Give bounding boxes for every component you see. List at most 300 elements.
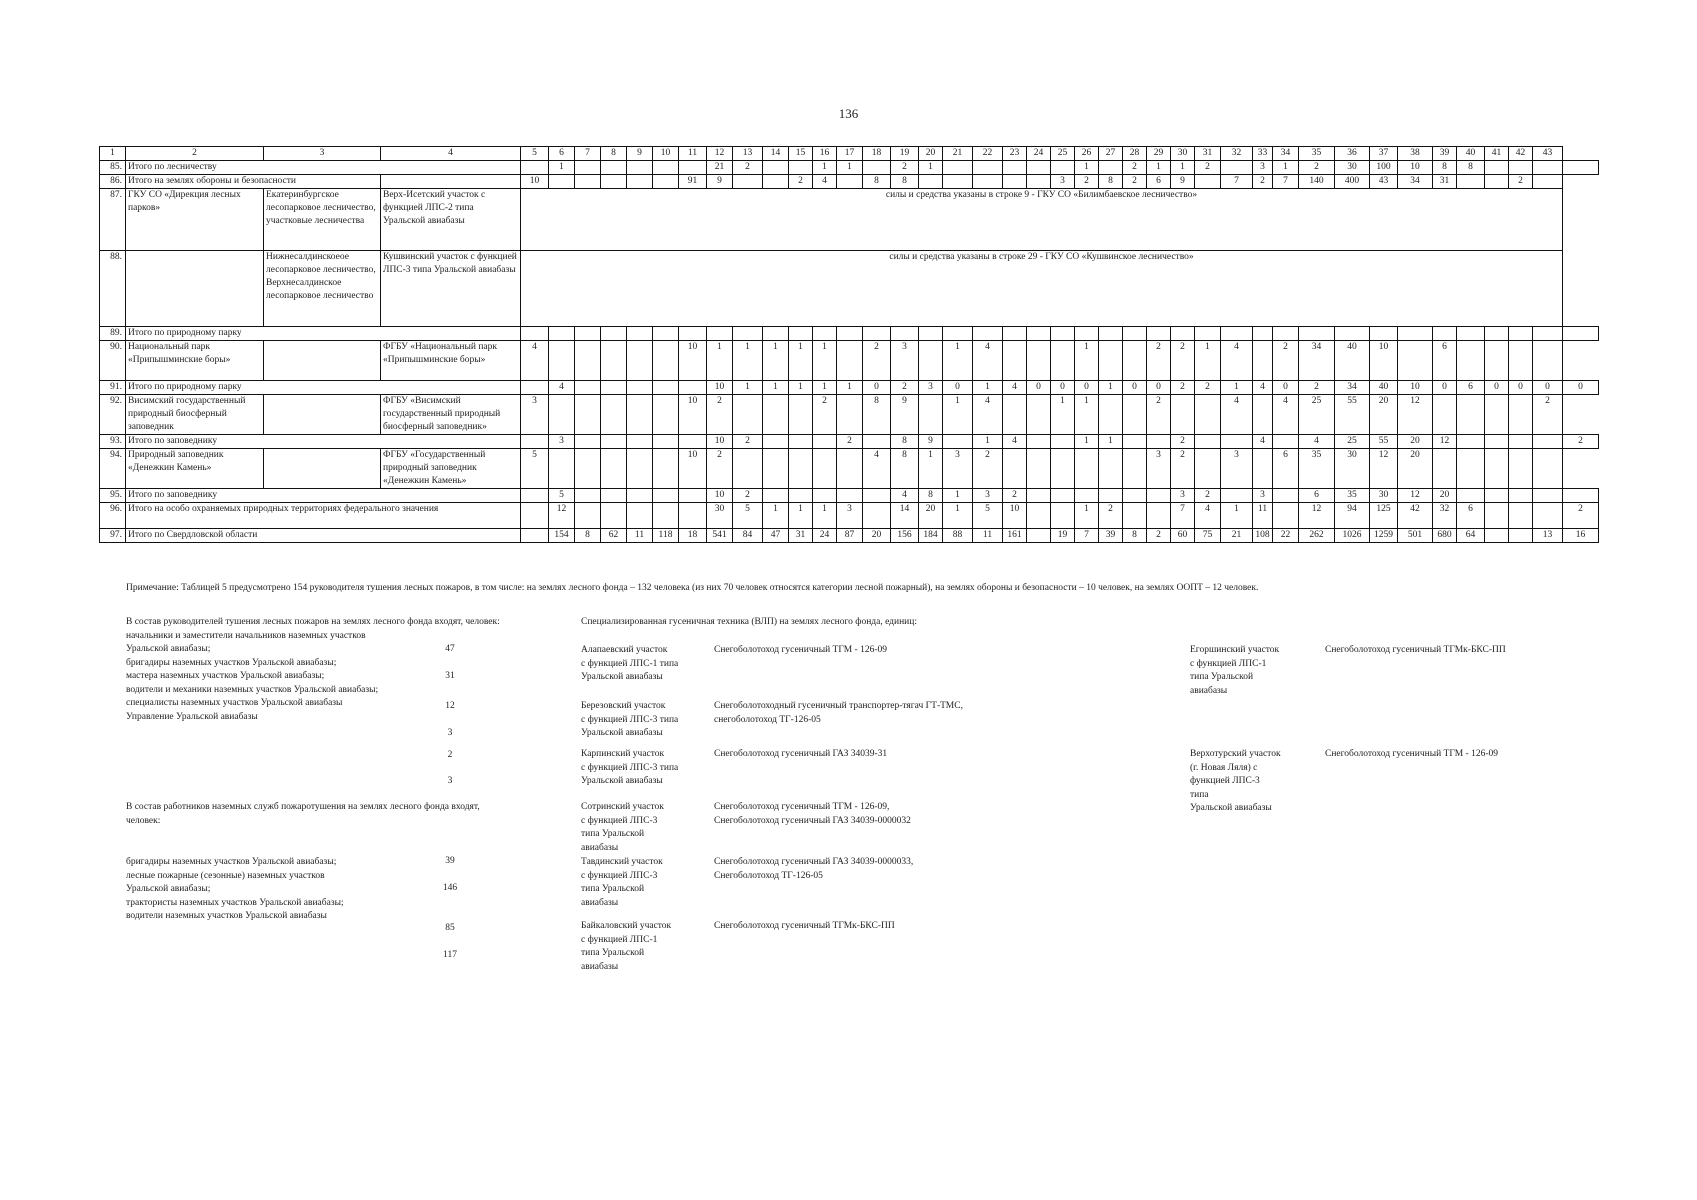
leaders-text: начальники и заместители начальников наземных участков Уральской авиабазы; бригадиры наземных участков Уральской авиабазы; мастера наземных участков Уральской авиабазы; водители и механики наземных участков Уральской авиабазы; специалисты наземных участков Уральской авиабазы Управление Уральской авиабазы xyxy=(126,630,379,722)
column-header: 23 xyxy=(1003,147,1027,161)
value-cell: 2 xyxy=(1099,503,1123,529)
value-cell: 91 xyxy=(679,175,707,189)
value-cell: 2 xyxy=(1509,175,1533,189)
value-cell: 541 xyxy=(707,529,733,543)
leaders-count-2: 31 xyxy=(445,671,455,681)
value-cell: 11 xyxy=(973,529,1003,543)
value-cell: 35 xyxy=(1335,489,1370,503)
leaders-count-5: 2 xyxy=(447,750,453,760)
value-cell xyxy=(1123,341,1147,381)
value-cell: 4 xyxy=(549,381,575,395)
value-cell: 2 xyxy=(1195,161,1221,175)
value-cell xyxy=(1273,489,1299,503)
row-subdivision xyxy=(264,341,381,381)
value-cell: 6 xyxy=(1147,175,1171,189)
value-cell: 88 xyxy=(943,529,973,543)
column-header: 38 xyxy=(1398,147,1433,161)
value-cell: 4 xyxy=(973,341,1003,381)
value-cell: 140 xyxy=(1299,175,1335,189)
value-cell xyxy=(1433,395,1457,435)
value-cell: 8 xyxy=(1123,529,1147,543)
value-cell: 60 xyxy=(1171,529,1195,543)
value-cell xyxy=(627,503,653,529)
value-cell xyxy=(789,395,813,435)
tech-unit-5: Тавдинский участок с функцией ЛПС-3 типа Уральской авиабазы xyxy=(581,857,663,908)
value-cell xyxy=(1533,327,1563,341)
value-cell xyxy=(1457,341,1485,381)
value-cell xyxy=(1273,503,1299,529)
value-cell xyxy=(1147,489,1171,503)
value-cell: 10 xyxy=(707,381,733,395)
value-cell: 1 xyxy=(763,503,789,529)
value-cell xyxy=(1051,341,1075,381)
row-subdivision xyxy=(264,449,381,489)
row-subdivision: Екатеринбургское лесопарковое лесничество, участковые лесничества xyxy=(264,189,381,251)
value-cell xyxy=(1099,161,1123,175)
value-cell: 6 xyxy=(1433,341,1457,381)
value-cell: 4 xyxy=(1221,395,1253,435)
value-cell xyxy=(813,489,837,503)
value-cell: 64 xyxy=(1457,529,1485,543)
value-cell: 40 xyxy=(1370,381,1398,395)
value-cell xyxy=(1195,327,1221,341)
value-cell xyxy=(1027,395,1051,435)
tech-equipment-7: Снегоболотоход гусеничный ТГМк-БКС-ПП xyxy=(1325,645,1506,655)
value-cell: 0 xyxy=(943,381,973,395)
value-cell xyxy=(1195,175,1221,189)
value-cell: 7 xyxy=(1221,175,1253,189)
value-cell xyxy=(1485,449,1509,489)
value-cell: 1 xyxy=(943,395,973,435)
workers-count-1: 39 xyxy=(445,856,455,866)
value-cell: 31 xyxy=(789,529,813,543)
value-cell: 8 xyxy=(1457,161,1485,175)
column-header: 20 xyxy=(919,147,943,161)
value-cell: 20 xyxy=(1433,489,1457,503)
value-cell: 100 xyxy=(1370,161,1398,175)
value-cell xyxy=(1003,175,1027,189)
value-cell xyxy=(549,395,575,435)
value-cell xyxy=(1027,529,1051,543)
column-header: 33 xyxy=(1253,147,1273,161)
value-cell: 2 xyxy=(1273,341,1299,381)
tech-equipment-4: Снегоболотоход гусеничный ТГМ - 126-09, Снегоболотоход гусеничный ГАЗ 34039-0000032 xyxy=(714,802,911,826)
value-cell: 3 xyxy=(1221,449,1253,489)
table-row xyxy=(100,435,1599,449)
value-cell xyxy=(1051,435,1075,449)
row-name: Итого по природному парку xyxy=(126,381,521,395)
value-cell: 32 xyxy=(1433,503,1457,529)
tech-unit-2: Березовский участок с функцией ЛПС-3 типа Уральской авиабазы xyxy=(581,701,679,738)
value-cell xyxy=(837,175,863,189)
value-cell xyxy=(1027,175,1051,189)
row-unit: ФГБУ «Национальный парк «Припышминские боры» xyxy=(381,341,521,381)
value-cell xyxy=(627,489,653,503)
value-cell xyxy=(653,489,679,503)
value-cell xyxy=(1457,327,1485,341)
value-cell xyxy=(789,161,813,175)
value-cell xyxy=(863,435,891,449)
value-cell: 25 xyxy=(1299,395,1335,435)
row-number: 96. xyxy=(100,503,126,529)
value-cell xyxy=(1147,435,1171,449)
value-cell: 8 xyxy=(1433,161,1457,175)
leaders-count-1: 47 xyxy=(445,644,455,654)
value-cell: 2 xyxy=(1299,161,1335,175)
row-number: 90. xyxy=(100,341,126,381)
value-cell xyxy=(733,175,763,189)
value-cell: 11 xyxy=(1253,503,1273,529)
value-cell: 1 xyxy=(1147,161,1171,175)
value-cell xyxy=(1123,449,1147,489)
value-cell: 12 xyxy=(1370,449,1398,489)
value-cell xyxy=(575,381,601,395)
value-cell: 1 xyxy=(1075,341,1099,381)
value-cell: 10 xyxy=(679,341,707,381)
value-cell: 9 xyxy=(707,175,733,189)
value-cell xyxy=(627,161,653,175)
value-cell: 12 xyxy=(1398,489,1433,503)
value-cell: 5 xyxy=(521,449,549,489)
value-cell: 8 xyxy=(891,435,919,449)
tech-equipment-2: Снегоболотоходный гусеничный транспортер-тягач ГТ-ТМС, снегоболотоход ТГ-126-05 xyxy=(714,701,963,725)
tech-unit-7: Егоршинский участок с функцией ЛПС-1 типа Уральской авиабазы xyxy=(1190,645,1280,696)
value-cell xyxy=(919,341,943,381)
value-cell xyxy=(1509,341,1533,381)
value-cell: 62 xyxy=(601,529,627,543)
value-cell xyxy=(1533,489,1563,503)
row-unit xyxy=(521,489,549,503)
value-cell: 1 xyxy=(789,503,813,529)
column-header: 8 xyxy=(601,147,627,161)
value-cell: 6 xyxy=(1299,489,1335,503)
value-cell xyxy=(601,503,627,529)
value-cell xyxy=(1509,161,1533,175)
value-cell: 30 xyxy=(1335,449,1370,489)
value-cell xyxy=(1027,341,1051,381)
value-cell: 94 xyxy=(1335,503,1370,529)
row-name: Итого по лесничеству xyxy=(126,161,521,175)
value-cell: 4 xyxy=(1195,503,1221,529)
value-cell xyxy=(1485,175,1509,189)
value-cell xyxy=(1099,395,1123,435)
leaders-count-3: 12 xyxy=(445,701,455,711)
value-cell xyxy=(837,449,863,489)
value-cell: 2 xyxy=(1171,435,1195,449)
value-cell: 6 xyxy=(1273,449,1299,489)
value-cell xyxy=(1221,435,1253,449)
value-cell xyxy=(813,435,837,449)
tech-unit-3: Карпинский участок с функцией ЛПС-3 типа Уральской авиабазы xyxy=(581,749,679,786)
table-row xyxy=(100,489,1599,503)
value-cell: 9 xyxy=(891,395,919,435)
value-cell: 1259 xyxy=(1370,529,1398,543)
workers-title: В состав работников наземных служб пожаротушения на землях лесного фонда входят, человек: xyxy=(126,802,480,826)
value-cell: 2 xyxy=(1195,489,1221,503)
column-header: 25 xyxy=(1051,147,1075,161)
value-cell: 34 xyxy=(1299,341,1335,381)
value-cell: 10 xyxy=(679,395,707,435)
row-number: 94. xyxy=(100,449,126,489)
value-cell xyxy=(601,327,627,341)
value-cell xyxy=(627,435,653,449)
value-cell: 400 xyxy=(1335,175,1370,189)
value-cell: 1 xyxy=(973,381,1003,395)
value-cell xyxy=(1563,327,1599,341)
value-cell xyxy=(733,327,763,341)
value-cell xyxy=(653,381,679,395)
value-cell: 1 xyxy=(733,341,763,381)
value-cell xyxy=(601,381,627,395)
table-header-row xyxy=(100,147,1599,161)
value-cell xyxy=(733,395,763,435)
value-cell xyxy=(1398,327,1433,341)
value-cell: 8 xyxy=(863,175,891,189)
value-cell: 161 xyxy=(1003,529,1027,543)
value-cell xyxy=(627,175,653,189)
value-cell: 10 xyxy=(1398,381,1433,395)
value-cell: 16 xyxy=(1563,529,1599,543)
value-cell: 1 xyxy=(763,341,789,381)
leaders-count-4: 3 xyxy=(447,728,453,738)
value-cell: 2 xyxy=(733,435,763,449)
value-cell: 3 xyxy=(521,395,549,435)
value-cell xyxy=(1273,327,1299,341)
value-cell: 1 xyxy=(789,341,813,381)
column-header: 4 xyxy=(381,147,521,161)
value-cell xyxy=(1299,327,1335,341)
value-cell: 2 xyxy=(707,449,733,489)
column-header: 3 xyxy=(264,147,381,161)
row-span-note: силы и средства указаны в строке 9 - ГКУ СО «Билимбаевское лесничество» xyxy=(521,189,1563,251)
value-cell: 0 xyxy=(1027,381,1051,395)
column-header: 35 xyxy=(1299,147,1335,161)
value-cell: 4 xyxy=(863,449,891,489)
value-cell: 1 xyxy=(1051,395,1075,435)
column-header: 15 xyxy=(789,147,813,161)
value-cell: 5 xyxy=(973,503,1003,529)
value-cell: 87 xyxy=(837,529,863,543)
column-header: 30 xyxy=(1171,147,1195,161)
value-cell: 14 xyxy=(891,503,919,529)
tech-unit-4: Сотринский участок с функцией ЛПС-3 типа Уральской авиабазы xyxy=(581,802,664,853)
value-cell: 1 xyxy=(1075,503,1099,529)
value-cell: 20 xyxy=(919,503,943,529)
value-cell xyxy=(1509,395,1533,435)
row-name: Национальный парк «Припышминские боры» xyxy=(126,341,264,381)
row-number: 97. xyxy=(100,529,126,543)
value-cell xyxy=(837,395,863,435)
value-cell: 30 xyxy=(707,503,733,529)
value-cell xyxy=(679,327,707,341)
value-cell: 24 xyxy=(813,529,837,543)
column-header: 34 xyxy=(1273,147,1299,161)
value-cell xyxy=(863,327,891,341)
value-cell xyxy=(653,341,679,381)
value-cell: 0 xyxy=(1533,381,1563,395)
value-cell: 3 xyxy=(1171,489,1195,503)
value-cell: 1 xyxy=(943,489,973,503)
value-cell xyxy=(1147,327,1171,341)
value-cell: 2 xyxy=(1563,435,1599,449)
value-cell xyxy=(1533,341,1563,381)
value-cell xyxy=(763,327,789,341)
value-cell: 12 xyxy=(1398,395,1433,435)
value-cell xyxy=(1533,161,1563,175)
value-cell: 0 xyxy=(1075,381,1099,395)
value-cell: 2 xyxy=(863,341,891,381)
value-cell xyxy=(1051,489,1075,503)
row-unit xyxy=(521,327,549,341)
value-cell: 7 xyxy=(1075,529,1099,543)
value-cell xyxy=(813,327,837,341)
value-cell: 0 xyxy=(1273,381,1299,395)
value-cell: 20 xyxy=(1370,395,1398,435)
row-unit: Верх-Исетский участок с функцией ЛПС-2 типа Уральской авиабазы xyxy=(381,189,521,251)
column-header: 36 xyxy=(1335,147,1370,161)
value-cell: 0 xyxy=(1051,381,1075,395)
value-cell: 1 xyxy=(1221,381,1253,395)
value-cell: 12 xyxy=(1299,503,1335,529)
value-cell xyxy=(1509,435,1533,449)
value-cell xyxy=(919,395,943,435)
value-cell: 2 xyxy=(1075,175,1099,189)
value-cell: 10 xyxy=(521,175,549,189)
value-cell: 6 xyxy=(1457,381,1485,395)
row-number: 85. xyxy=(100,161,126,175)
row-unit: ФГБУ «Висимский государственный природный биосферный заповедник» xyxy=(381,395,521,435)
value-cell xyxy=(1457,449,1485,489)
value-cell: 1026 xyxy=(1335,529,1370,543)
value-cell xyxy=(813,449,837,489)
value-cell xyxy=(1457,489,1485,503)
value-cell: 4 xyxy=(1299,435,1335,449)
table-row xyxy=(100,503,1599,529)
value-cell: 4 xyxy=(1253,381,1273,395)
value-cell xyxy=(601,395,627,435)
value-cell: 3 xyxy=(1253,161,1273,175)
value-cell xyxy=(1123,395,1147,435)
value-cell xyxy=(863,489,891,503)
value-cell: 11 xyxy=(627,529,653,543)
value-cell: 2 xyxy=(1171,449,1195,489)
value-cell xyxy=(919,327,943,341)
value-cell: 8 xyxy=(891,449,919,489)
value-cell xyxy=(1533,449,1563,489)
value-cell: 1 xyxy=(813,341,837,381)
value-cell xyxy=(863,503,891,529)
value-cell: 6 xyxy=(1457,503,1485,529)
value-cell xyxy=(549,327,575,341)
value-cell: 3 xyxy=(549,435,575,449)
value-cell xyxy=(1398,341,1433,381)
value-cell: 1 xyxy=(919,161,943,175)
value-cell: 35 xyxy=(1299,449,1335,489)
table-row xyxy=(100,529,1599,543)
value-cell: 2 xyxy=(813,395,837,435)
value-cell: 4 xyxy=(813,175,837,189)
value-cell: 2 xyxy=(789,175,813,189)
value-cell: 2 xyxy=(973,449,1003,489)
value-cell xyxy=(1253,449,1273,489)
value-cell xyxy=(1027,449,1051,489)
value-cell xyxy=(1099,449,1123,489)
value-cell: 0 xyxy=(1509,381,1533,395)
row-unit xyxy=(521,503,549,529)
value-cell: 40 xyxy=(1335,341,1370,381)
value-cell: 1 xyxy=(1099,381,1123,395)
value-cell: 10 xyxy=(1370,341,1398,381)
value-cell: 1 xyxy=(943,341,973,381)
tech-equipment-1: Снегоболотоход гусеничный ТГМ - 126-09 xyxy=(714,645,887,655)
leaders-count-6: 3 xyxy=(447,776,453,786)
value-cell: 3 xyxy=(1147,449,1171,489)
value-cell xyxy=(653,449,679,489)
value-cell xyxy=(1003,161,1027,175)
value-cell: 3 xyxy=(973,489,1003,503)
value-cell: 20 xyxy=(1398,435,1433,449)
value-cell: 1 xyxy=(1075,435,1099,449)
value-cell xyxy=(763,175,789,189)
value-cell xyxy=(1051,503,1075,529)
value-cell xyxy=(1457,435,1485,449)
value-cell xyxy=(653,395,679,435)
value-cell xyxy=(679,489,707,503)
value-cell xyxy=(789,435,813,449)
value-cell xyxy=(653,327,679,341)
tech-equipment-5: Снегоболотоход гусеничный ГАЗ 34039-0000033, Снегоболотоход ТГ-126-05 xyxy=(714,857,914,881)
column-header: 7 xyxy=(575,147,601,161)
row-number: 86. xyxy=(100,175,126,189)
value-cell: 1 xyxy=(549,161,575,175)
value-cell xyxy=(763,435,789,449)
row-number: 91. xyxy=(100,381,126,395)
value-cell xyxy=(763,489,789,503)
tech-unit-1: Алапаевский участок с функцией ЛПС-1 типа Уральской авиабазы xyxy=(581,645,679,682)
column-header: 39 xyxy=(1433,147,1457,161)
value-cell xyxy=(789,449,813,489)
value-cell xyxy=(575,175,601,189)
value-cell: 20 xyxy=(863,529,891,543)
row-name: Висимский государственный природный биосферный заповедник xyxy=(126,395,264,435)
value-cell: 4 xyxy=(1273,395,1299,435)
value-cell: 84 xyxy=(733,529,763,543)
value-cell xyxy=(653,503,679,529)
value-cell xyxy=(891,327,919,341)
value-cell: 1 xyxy=(733,381,763,395)
value-cell xyxy=(1509,529,1533,543)
row-unit xyxy=(521,435,549,449)
value-cell: 108 xyxy=(1253,529,1273,543)
row-unit xyxy=(381,175,521,189)
column-header: 10 xyxy=(653,147,679,161)
value-cell xyxy=(1533,503,1563,529)
value-cell: 1 xyxy=(1075,161,1099,175)
column-header: 1 xyxy=(100,147,126,161)
tech-unit-8: Верхотурский участок (г. Новая Ляля) с функцией ЛПС-3 типа Уральской авиабазы xyxy=(1190,749,1281,813)
value-cell xyxy=(1273,435,1299,449)
column-header: 40 xyxy=(1457,147,1485,161)
row-span-note: силы и средства указаны в строке 29 - ГКУ СО «Кушвинское лесничество» xyxy=(521,251,1563,327)
column-header: 2 xyxy=(126,147,264,161)
value-cell: 2 xyxy=(1147,341,1171,381)
column-header: 21 xyxy=(943,147,973,161)
value-cell: 34 xyxy=(1398,175,1433,189)
value-cell: 55 xyxy=(1335,395,1370,435)
column-header: 41 xyxy=(1485,147,1509,161)
value-cell xyxy=(789,327,813,341)
value-cell: 8 xyxy=(919,489,943,503)
